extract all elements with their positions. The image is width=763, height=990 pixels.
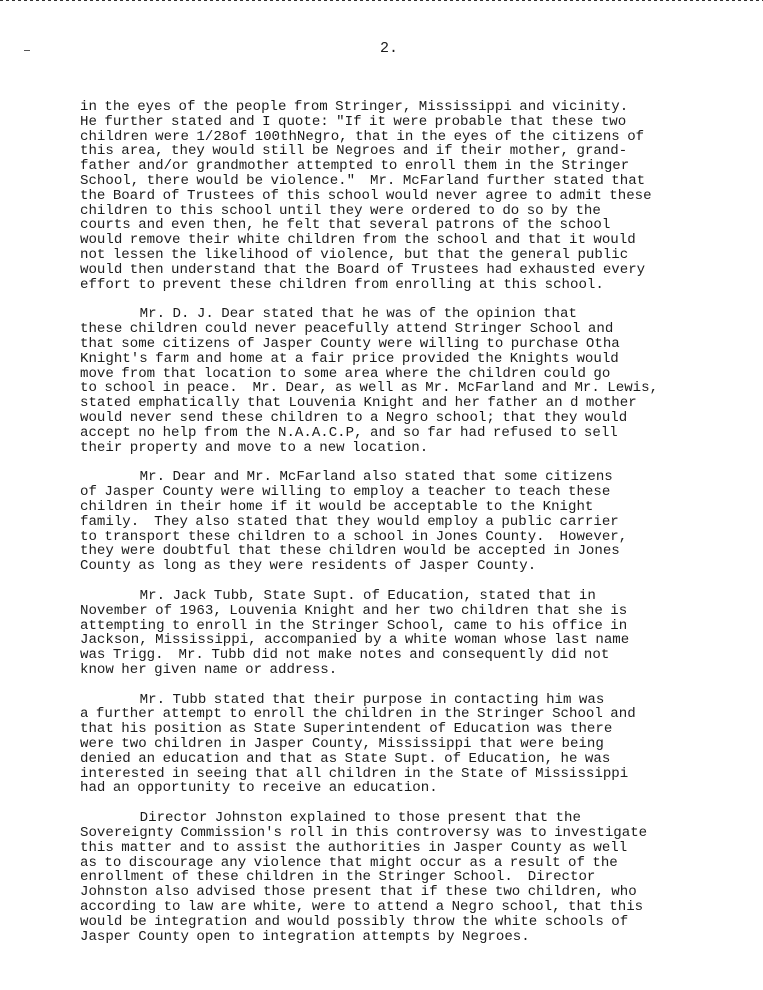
text-line: effort to prevent these children from enrolling at this school. xyxy=(80,276,604,293)
text-line: Jackson, Mississippi, accompanied by a white woman whose last name xyxy=(80,632,630,649)
text-line: children were 1/28of 100thNegro, that in the eyes of the citizens of xyxy=(80,128,645,145)
text-line: this matter and to assist the authorities in Jasper County as well xyxy=(80,839,628,856)
text-line: Mr. Dear and Mr. McFarland also stated that some citizens xyxy=(80,469,613,486)
text-line: not lessen the likelihood of violence, but that the general public xyxy=(80,246,629,263)
text-line: Mr. Tubb stated that their purpose in contacting him was xyxy=(80,691,605,708)
text-line: these children could never peacefully attend Stringer School and xyxy=(80,321,614,338)
text-line: to transport these children to a school in Jones County. However, xyxy=(80,528,628,545)
text-line: accept no help from the N.A.A.C.P, and so far had refused to sell xyxy=(80,424,618,441)
text-line: enrollment of these children in the Stringer School. Director xyxy=(80,869,596,886)
text-line: had an opportunity to receive an education. xyxy=(80,780,438,797)
text-line: to school in peace. Mr. Dear, as well as Mr. McFarland and Mr. Lewis, xyxy=(80,380,659,397)
text-line: father and/or grandmother attempted to enroll them in the Stringer xyxy=(80,158,630,175)
text-line: family. They also stated that they would employ a public carrier xyxy=(80,513,619,530)
text-line: November of 1963, Louvenia Knight and her two children that she is xyxy=(80,602,628,619)
text-line: Mr. D. J. Dear stated that he was of the opinion that xyxy=(80,306,577,323)
page-number: 2. xyxy=(380,40,399,57)
text-line: would never send these children to a Negro school; that they would xyxy=(80,409,628,426)
text-line: courts and even then, he felt that several patrons of the school xyxy=(80,217,611,234)
text-line: would be integration and would possibly throw the white schools of xyxy=(80,913,629,930)
text-line: children in their home if it would be acceptable to the Knight xyxy=(80,498,594,515)
text-line: know her given name or address. xyxy=(80,661,338,678)
scan-top-edge xyxy=(0,0,763,1)
text-line: stated emphatically that Louvenia Knight and her father an d mother xyxy=(80,395,637,412)
text-line: of Jasper County were willing to employ a teacher to teach these xyxy=(80,484,611,501)
paragraph xyxy=(80,811,720,944)
text-line: their property and move to a new location. xyxy=(80,439,429,456)
text-line: denied an education and that as State Supt. of Education, he was xyxy=(80,750,611,767)
text-line: School, there would be violence." Mr. McFarland further stated that xyxy=(80,172,646,189)
text-line: Director Johnston explained to those present that the xyxy=(80,810,581,827)
text-line: interested in seeing that all children in the State of Mississippi xyxy=(80,765,629,782)
paragraph xyxy=(80,589,720,678)
paragraph xyxy=(80,100,720,292)
paragraph xyxy=(80,470,720,574)
text-line: Mr. Jack Tubb, State Supt. of Education, stated that in xyxy=(80,587,596,604)
text-line: a further attempt to enroll the children in the Stringer School and xyxy=(80,706,636,723)
text-line: Johnston also advised those present that if these two children, who xyxy=(80,884,637,901)
text-line: children to this school until they were ordered to do so by the xyxy=(80,202,601,219)
text-line: Sovereignty Commission's roll in this controversy was to investigate xyxy=(80,825,648,842)
text-line: in the eyes of the people from Stringer, Mississippi and vicinity. xyxy=(80,99,629,115)
text-line: move from that location to some area where the children could go xyxy=(80,365,611,382)
text-line: they were doubtful that these children would be accepted in Jones xyxy=(80,543,620,560)
text-line: according to law are white, were to attend a Negro school, that this xyxy=(80,899,644,916)
body-text xyxy=(80,100,720,959)
text-line: County as long as they were residents of Jasper County. xyxy=(80,558,537,575)
scan-mark xyxy=(24,50,30,51)
text-line: attempting to enroll in the Stringer School, came to his office in xyxy=(80,617,628,634)
text-line: were two children in Jasper County, Mississippi that were being xyxy=(80,736,604,753)
text-line: Knight's farm and home at a fair price provided the Knights would xyxy=(80,350,619,367)
text-line: this area, they would still be Negroes and if their mother, grand- xyxy=(80,143,628,160)
text-line: as to discourage any violence that might occur as a result of the xyxy=(80,854,618,871)
text-line: that his position as State Superintendent of Education was there xyxy=(80,721,613,738)
text-line: Jasper County open to integration attempts by Negroes. xyxy=(80,928,530,945)
text-line: would then understand that the Board of Trustees had exhausted every xyxy=(80,261,646,278)
text-line: would remove their white children from the school and that it would xyxy=(80,232,636,249)
text-line: that some citizens of Jasper County were willing to purchase Otha xyxy=(80,335,620,352)
paragraph xyxy=(80,307,720,455)
paragraph xyxy=(80,693,720,797)
text-line: was Trigg. Mr. Tubb did not make notes and consequently did not xyxy=(80,647,610,664)
text-line: He further stated and I quote: "If it were probable that these two xyxy=(80,113,627,130)
text-line: the Board of Trustees of this school would never agree to admit these xyxy=(80,187,652,204)
